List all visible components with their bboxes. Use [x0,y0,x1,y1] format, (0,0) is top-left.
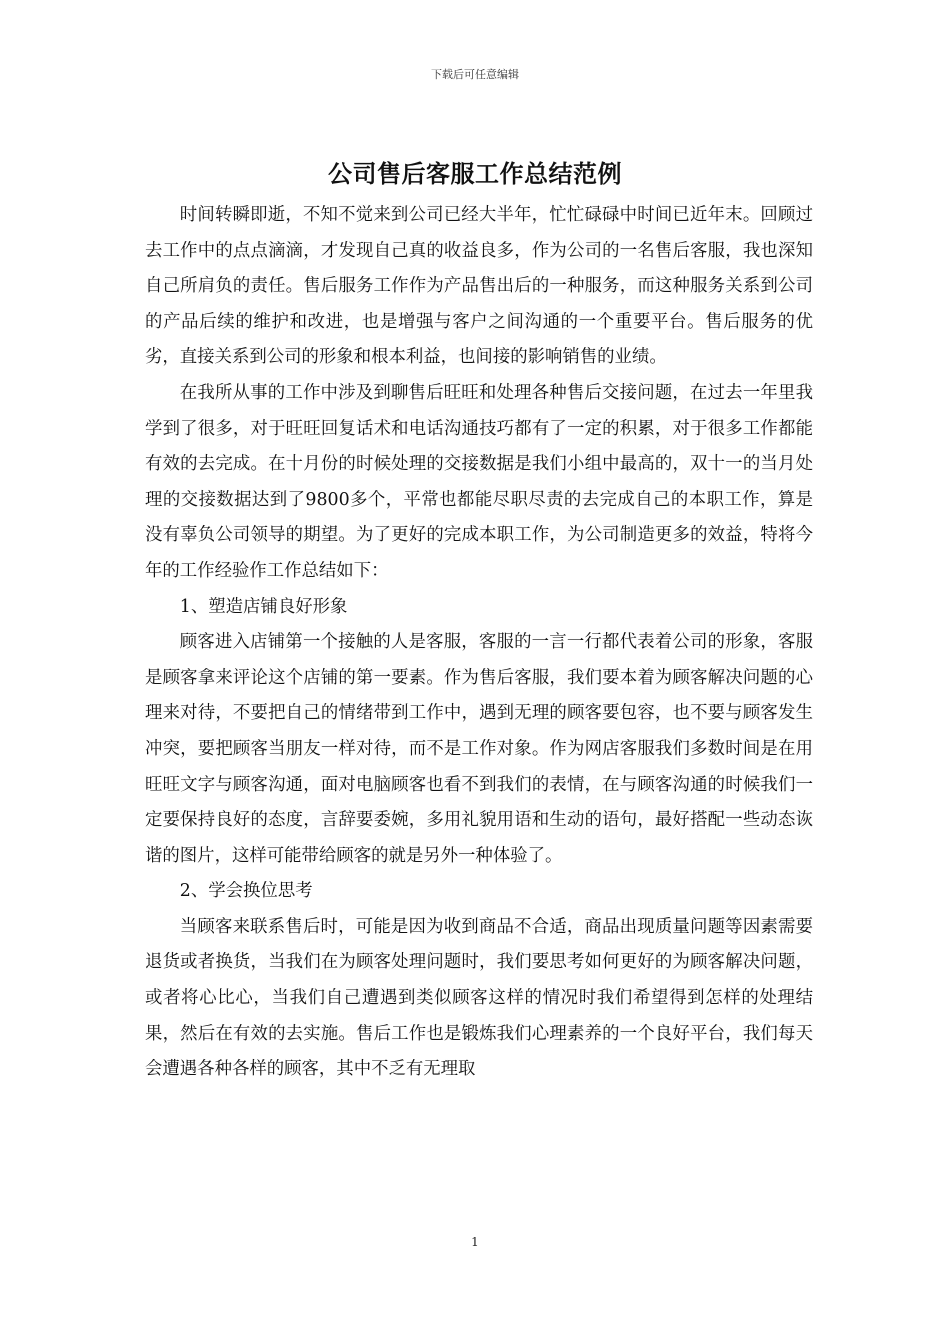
page-number: 1 [471,1235,479,1249]
paragraph-section-1: 顾客进入店铺第一个接触的人是客服，客服的一言一行都代表着公司的形象，客服是顾客拿来评论这个店铺的第一要素。作为售后客服，我们要本着为顾客解决问题的心理来对待，不要把自己的情绪带到工作中，遇到无理的顾客要包容，也不要与顾客发生冲突，要把顾客当朋友一样对待，而不是工作对象。作为网店客服我们多数时间是在用旺旺文字与顾客沟通，面对电脑顾客也看不到我们的表情，在与顾客沟通的时候我们一定要保持良好的态度，言辞要委婉，多用礼貌用语和生动的语句，最好搭配一些动态诙谐的图片，这样可能带给顾客的就是另外一种体验了。 [145,632,813,866]
paragraph-section-2: 当顾客来联系售后时，可能是因为收到商品不合适，商品出现质量问题等因素需要退货或者换货，当我们在为顾客处理问题时，我们要思考如何更好的为顾客解决问题，或者将心比心，当我们自己遭遇到类似顾客这样的情况时我们希望得到怎样的处理结果，然后在有效的去实施。售后工作也是锻炼我们心理素养的一个良好平台，我们每天会遭遇各种各样的顾客，其中不乏有无理取 [145,916,813,1080]
document-body [145,198,813,1088]
section-heading-1: 1、塑造店铺良好形象 [179,596,348,617]
paragraph-work-scope: 在我所从事的工作中涉及到聊售后旺旺和处理各种售后交接问题，在过去一年里我学到了很多，对于旺旺回复话术和电话沟通技巧都有了一定的积累，对于很多工作都能有效的去完成。在十月份的时候处理的交接数据是我们小组中最高的，双十一的当月处理的交接数据达到了9800多个，平常也都能尽职尽责的去完成自己的本职工作，算是没有辜负公司领导的期望。为了更好的完成本职工作，为公司制造更多的效益，特将今年的工作经验作工作总结如下： [145,382,813,581]
document-title: 公司售后客服工作总结范例 [328,159,622,188]
section-heading-2: 2、学会换位思考 [179,881,313,902]
paragraph-intro: 时间转瞬即逝，不知不觉来到公司已经大半年，忙忙碌碌中时间已近年末。回顾过去工作中的点点滴滴，才发现自己真的收益良多，作为公司的一名售后客服，我也深知自己所肩负的责任。售后服务工作作为产品售出后的一种服务，而这种服务关系到公司的产品后续的维护和改进，也是增强与客户之间沟通的一个重要平台。售后服务的优劣，直接关系到公司的形象和根本利益，也间接的影响销售的业绩。 [145,205,813,368]
page-header: 下载后可任意编辑 [431,68,519,81]
